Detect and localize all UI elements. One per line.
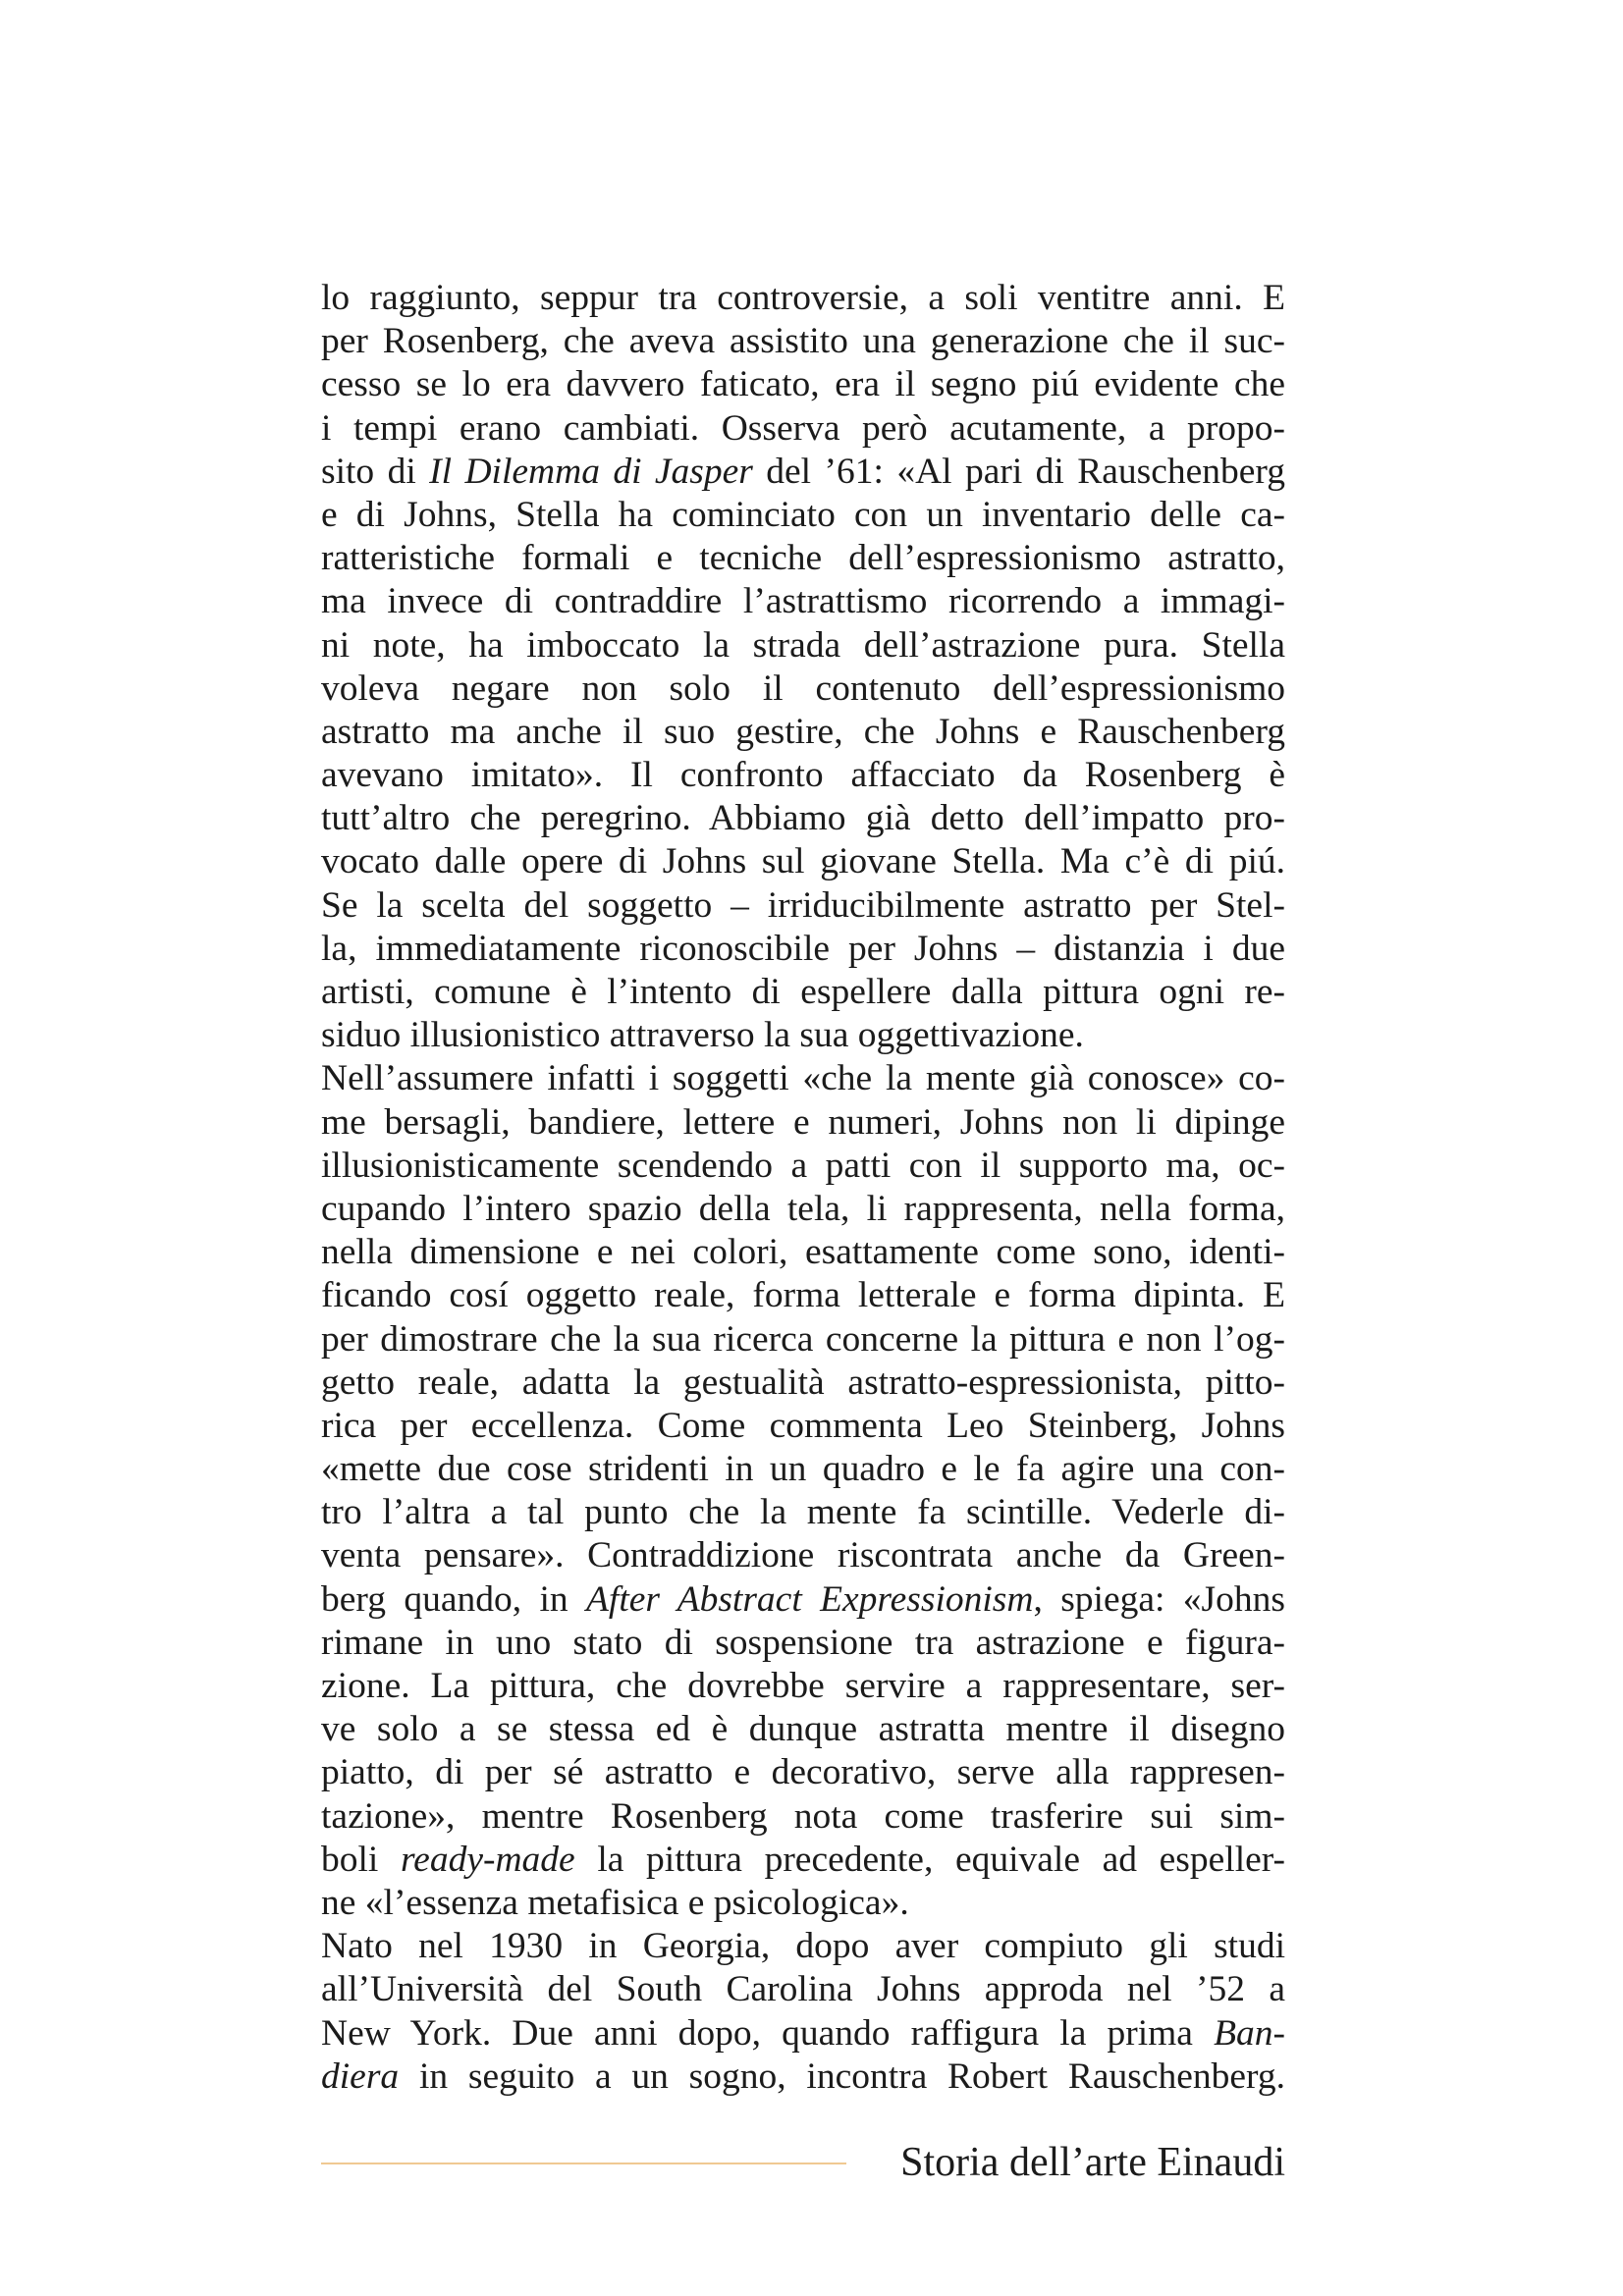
text-run: illusionisticamente scendendo a patti con il supporto ma, oc- — [321, 1145, 1285, 1186]
italic-title: ready-made — [400, 1839, 575, 1880]
text-line — [321, 277, 1285, 320]
text-run: cupando l’intero spazio della tela, li rappresenta, nella forma, — [321, 1188, 1285, 1229]
text-line — [321, 797, 1285, 840]
text-run: in seguito a un sogno, incontra Robert Rauschenberg. — [399, 2056, 1285, 2097]
text-run: all’Università del South Carolina Johns approda nel ’52 a — [321, 1969, 1285, 2010]
text-line — [321, 1708, 1285, 1751]
paragraph — [321, 1057, 1285, 1925]
text-run: venta pensare». Contraddizione riscontrata anche da Green- — [321, 1535, 1285, 1576]
text-line — [321, 1231, 1285, 1274]
text-line — [321, 971, 1285, 1014]
text-run: cesso se lo era davvero faticato, era il segno piú evidente che — [321, 364, 1285, 405]
text-run: tutt’altro che peregrino. Abbiamo già detto dell’impatto pro- — [321, 798, 1285, 839]
text-line — [321, 1665, 1285, 1708]
text-line — [321, 884, 1285, 928]
text-run: , spiega: «Johns — [1033, 1578, 1285, 1620]
text-line — [321, 363, 1285, 406]
text-run: getto reale, adatta la gestualità astratto-espressionista, pitto- — [321, 1362, 1285, 1403]
text-run: rimane in uno stato di sospensione tra astrazione e figura- — [321, 1622, 1285, 1663]
text-run: piatto, di per sé astratto e decorativo, serve alla rappresen- — [321, 1752, 1285, 1793]
text-run: voleva negare non solo il contenuto dell’espressionismo — [321, 667, 1285, 709]
text-run: la, immediatamente riconoscibile per Johns – distanzia i due — [321, 928, 1285, 969]
text-run: siduo illusionistico attraverso la sua oggettivazione. — [321, 1015, 1084, 1056]
footer-publication-title: Storia dell’arte Einaudi — [900, 2140, 1285, 2185]
text-run: nella dimensione e nei colori, esattamente come sono, identi- — [321, 1232, 1285, 1273]
text-line — [321, 1578, 1285, 1622]
text-line — [321, 624, 1285, 667]
text-line — [321, 667, 1285, 711]
text-line — [321, 320, 1285, 363]
italic-title: diera — [321, 2056, 400, 2097]
text-run: ve solo a se stessa ed è dunque astratta mentre il disegno — [321, 1709, 1285, 1750]
text-line — [321, 2056, 1285, 2099]
text-run: me bersagli, bandiere, lettere e numeri, Johns non li dipinge — [321, 1101, 1285, 1143]
text-run: «mette due cose stridenti in un quadro e le fa agire una con- — [321, 1449, 1285, 1490]
text-line — [321, 1057, 1285, 1100]
text-line — [321, 1448, 1285, 1491]
text-run: ratteristiche formali e tecniche dell’espressionismo astratto, — [321, 538, 1285, 579]
text-run: vocato dalle opere di Johns sul giovane Stella. Ma c’è di piú. — [321, 841, 1285, 882]
italic-title: Il Dilemma di Jasper — [429, 451, 753, 492]
text-run: per dimostrare che la sua ricerca concerne la pittura e non l’og- — [321, 1318, 1285, 1360]
text-run: tro l’altra a tal punto che la mente fa scintille. Vederle di- — [321, 1492, 1285, 1533]
text-run: ni note, ha imboccato la strada dell’astrazione pura. Stella — [321, 624, 1285, 666]
text-run: del ’61: «Al pari di Rauschenberg — [752, 451, 1285, 492]
text-run: Nell’assumere infatti i soggetti «che la mente già conosce» co- — [321, 1058, 1285, 1099]
text-run: boli — [321, 1839, 401, 1880]
paragraph — [321, 1925, 1285, 2099]
text-run: ne «l’essenza metafisica e psicologica». — [321, 1882, 909, 1923]
text-line — [321, 1751, 1285, 1794]
text-run: ma invece di contraddire l’astrattismo ricorrendo a immagi- — [321, 581, 1285, 622]
text-line — [321, 580, 1285, 623]
text-line — [321, 1882, 1285, 1925]
text-line — [321, 1318, 1285, 1362]
body-text — [321, 277, 1285, 2099]
italic-title: Ban- — [1214, 2012, 1285, 2054]
italic-title: After Abstract Expressionism — [586, 1578, 1034, 1620]
text-run: avevano imitato». Il confronto affacciato da Rosenberg è — [321, 755, 1285, 796]
text-line — [321, 754, 1285, 797]
text-run: astratto ma anche il suo gestire, che Johns e Rauschenberg — [321, 711, 1285, 752]
footer-rule — [321, 2163, 846, 2164]
text-line — [321, 1101, 1285, 1145]
paragraph — [321, 277, 1285, 1057]
text-run: ficando cosí oggetto reale, forma letterale e forma dipinta. E — [321, 1275, 1285, 1316]
text-run: i tempi erano cambiati. Osserva però acutamente, a propo- — [321, 407, 1285, 449]
text-line — [321, 928, 1285, 971]
text-line — [321, 2012, 1285, 2056]
text-line — [321, 1362, 1285, 1405]
text-line — [321, 1491, 1285, 1534]
text-line — [321, 1534, 1285, 1577]
text-line — [321, 1839, 1285, 1882]
text-line — [321, 407, 1285, 451]
text-run: berg quando, in — [321, 1578, 586, 1620]
text-run: per Rosenberg, che aveva assistito una generazione che il suc- — [321, 321, 1285, 362]
text-line — [321, 1622, 1285, 1665]
text-run: sito di — [321, 451, 430, 492]
text-run: lo raggiunto, seppur tra controversie, a soli ventitre anni. E — [321, 278, 1285, 318]
text-line — [321, 1014, 1285, 1057]
text-line — [321, 451, 1285, 494]
text-line — [321, 711, 1285, 754]
text-run: rica per eccellenza. Come commenta Leo Steinberg, Johns — [321, 1405, 1285, 1446]
text-run: e di Johns, Stella ha cominciato con un inventario delle ca- — [321, 494, 1285, 535]
text-line — [321, 1925, 1285, 1968]
text-line — [321, 1968, 1285, 2011]
text-run: zione. La pittura, che dovrebbe servire a rappresentare, ser- — [321, 1666, 1285, 1706]
text-line — [321, 1274, 1285, 1317]
text-run: la pittura precedente, equivale ad espeller- — [574, 1839, 1285, 1880]
text-run: New York. Due anni dopo, quando raffigura la prima — [321, 2012, 1215, 2054]
text-run: tazione», mentre Rosenberg nota come trasferire sui sim- — [321, 1795, 1285, 1837]
text-line — [321, 494, 1285, 537]
text-line — [321, 1188, 1285, 1231]
text-run: Se la scelta del soggetto – irriducibilmente astratto per Stel- — [321, 884, 1285, 926]
text-line — [321, 1795, 1285, 1839]
text-line — [321, 1145, 1285, 1188]
text-run: Nato nel 1930 in Georgia, dopo aver compiuto gli studi — [321, 1926, 1285, 1967]
text-line — [321, 537, 1285, 580]
text-line — [321, 840, 1285, 883]
text-run: artisti, comune è l’intento di espellere dalla pittura ogni re- — [321, 972, 1285, 1012]
text-line — [321, 1405, 1285, 1448]
